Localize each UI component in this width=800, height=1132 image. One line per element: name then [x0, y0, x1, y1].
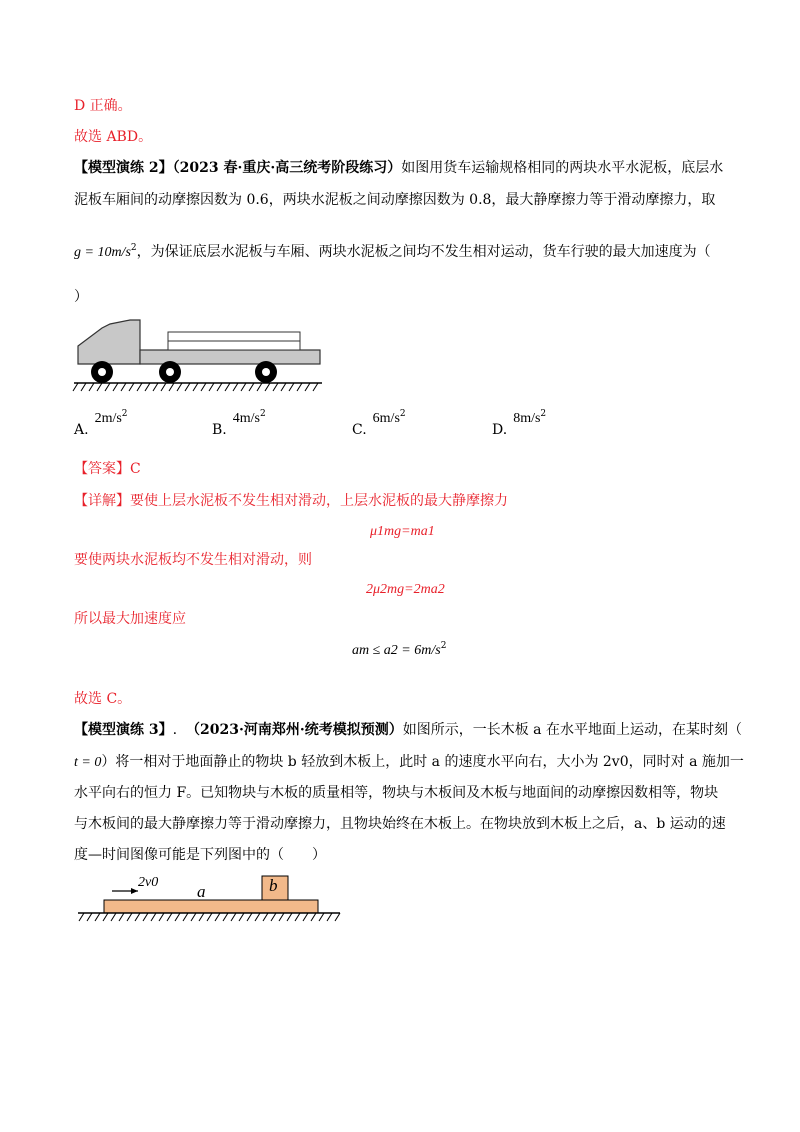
q3-sep: . — [172, 722, 178, 738]
q2-eq3: am ≤ $a2 = 6m/s^2$ — [352, 641, 447, 658]
option-d: $D.8m/s^2$ — [492, 409, 547, 438]
ground-line — [73, 383, 322, 391]
q3-line5: 度—时间图像可能是下列图中的（ ） — [74, 847, 326, 863]
q2-tag: 【模型演练 2】 — [74, 160, 173, 176]
truck-figure — [70, 318, 330, 394]
option-b-value: 4m/s — [232, 411, 260, 426]
option-a-value: 2m/s — [94, 411, 122, 426]
option-d-value: 8m/s — [513, 411, 541, 426]
q2-line3: $g = 10m/s^2$，为保证底层水泥板与车厢、两块水泥板之间均不发生相对运动，货车行驶的最大加速度为（ — [74, 243, 711, 260]
q3-tag: 【模型演练 3】 — [74, 722, 173, 738]
option-b-letter: B. — [212, 422, 227, 438]
option-d-letter: D. — [492, 422, 508, 438]
q2-g-formula: g = 10m/s — [74, 245, 131, 260]
option-a-letter: A. — [74, 422, 89, 438]
q2-line1-text: 如图用货车运输规格相同的两块水平水泥板，底层水 — [401, 160, 724, 176]
q2-eq2: 2μ2mg=2ma2 — [366, 582, 445, 597]
q3-line1-text: 如图所示，一长木板 a 在水平地面上运动，在某时刻（ — [402, 722, 742, 738]
fig-label-2v0: 2v0 — [138, 875, 159, 890]
option-a: $A.2m/s^2$ — [74, 409, 128, 438]
q2-source: （2023 春·重庆·高三统考阶段练习） — [172, 160, 402, 176]
q2-step3: 所以最大加速度应 — [74, 611, 186, 627]
fig-label-b: b — [269, 876, 278, 895]
q2-conclusion: 故选 C。 — [74, 691, 132, 707]
q3-line2-text: ）将一相对于地面静止的物块 b 轻放到木板上，此时 a 的速度水平向右，大小为 2v0，同时对 a 施加一 — [101, 754, 744, 770]
q2-line1 — [74, 158, 723, 178]
q2-line3-text: ，为保证底层水泥板与车厢、两块水泥板之间均不发生相对运动，货车行驶的最大加速度为（ — [136, 244, 711, 260]
ground-line-2 — [78, 913, 340, 921]
board-a — [104, 900, 318, 913]
q2-detail — [74, 491, 508, 511]
q2-line4: ） — [74, 289, 88, 305]
q3-t0: t = 0 — [74, 755, 102, 770]
q3-line2 — [74, 752, 744, 773]
truck-cab — [78, 320, 140, 364]
q3-line4: 与木板间的最大静摩擦力等于滑动摩擦力，且物块始终在木板上。在物块放到木板上之后，a、b 运动的速 — [74, 816, 726, 832]
choose-abd-text: 故选 ABD。 — [74, 129, 153, 145]
upper-cement-slab — [168, 332, 300, 341]
q2-eq3-text: am ≤ a2 = 6m/s — [352, 643, 441, 658]
option-c-value: 6m/s — [372, 411, 400, 426]
option-c: $C.6m/s^2$ — [352, 409, 406, 438]
board-block-drawing — [74, 872, 344, 928]
q2-line2: 泥板车厢间的动摩擦因数为 0.6，两块水泥板之间动摩擦因数为 0.8，最大静摩擦力等于滑动摩擦力，取 — [74, 192, 716, 208]
d-correct-text: D 正确。 — [74, 98, 132, 114]
q2-answer: 【答案】C — [74, 461, 141, 477]
q2-detail-text: 要使上层水泥板不发生相对滑动，上层水泥板的最大静摩擦力 — [130, 493, 508, 509]
q2-step2: 要使两块水泥板均不发生相对滑动，则 — [74, 552, 312, 568]
q3-source: （2023·河南郑州·统考模拟预测） — [185, 722, 403, 738]
lower-cement-slab — [168, 341, 300, 350]
option-b: $B.4m/s^2$ — [212, 409, 266, 438]
option-c-letter: C. — [352, 422, 367, 438]
q3-line1 — [74, 720, 742, 740]
velocity-arrow — [112, 888, 138, 894]
q2-detail-tag: 【详解】 — [74, 493, 130, 509]
q3-line3: 水平向右的恒力 F。已知物块与木板的质量相等，物块与木板间及木板与地面间的动摩擦因数相等，物块 — [74, 785, 719, 801]
fig-label-a: a — [197, 882, 206, 901]
q2-eq1: μ1mg=ma1 — [370, 524, 435, 539]
board-block-figure — [74, 872, 344, 928]
